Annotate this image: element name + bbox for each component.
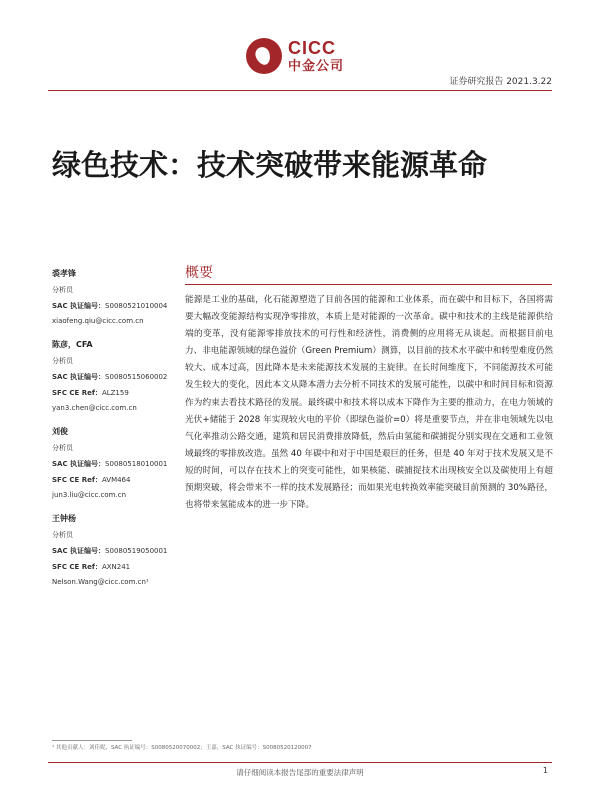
author-name: 陈彦，CFA — [52, 340, 93, 349]
sfc-label: SFC CE Ref： — [52, 389, 102, 397]
sfc-number: ALZ159 — [101, 389, 129, 397]
summary-heading: 概要 — [185, 265, 213, 281]
sac-number: S0080515060002 — [105, 373, 168, 381]
author-role: 分析员 — [52, 444, 73, 452]
page-number: 1 — [542, 766, 548, 775]
author-block — [52, 513, 170, 586]
cicc-logo — [246, 38, 344, 74]
author-role: 分析员 — [52, 286, 73, 294]
author-block — [52, 426, 170, 499]
footnote: ¹ 其他贡献人：刘佳妮，SAC 执证编号：S0080520070002；王嘉，SAC 执证编号：S0080520120007 — [52, 745, 312, 751]
sfc-label: SFC CE Ref： — [52, 563, 102, 571]
sfc-number: AXN241 — [101, 563, 131, 571]
logo-chinese: 中金公司 — [288, 59, 345, 74]
summary-body: 能源是工业的基础，化石能源塑造了目前各国的能源和工业体系，而在碳中和目标下，各国将需要大幅改变能源结构实现净零排放，本质上是对能源的一次革命。碳中和技术的主线是能源供给端的变革，没有能源零排放技术的可行性和经济性，消费侧的应用将无从谈起。而根据目前电力、非电能源领域的绿色溢价（Green Premium）测算，以目前的技术水平碳中和转型难度仍然较大、成本过高，因此降本是未来能源技术发展的主旋律。在长时间维度下，不同能源技术可能发生较大的变化，因此本文从降本潜力去分析不同技术的发展可能性，以碳中和时间目标和资源作为约束去看技术路径的发展。最终碳中和技术将以成本下降作为主要的推动力，在电力领域的光伏+储能于 2028 年实现较火电的平价（即绿色溢价=0）将是重要节点，并在非电领域先以电气化率推动公路交通，建筑和居民消费排放降低，然后由氢能和碳捕捉分别实现在交通和工业领域最终的零排放改造。虽然 40 年碳中和对于中国是艰巨的任务，但是 40 年对于技术发展又是不短的时间，可以存在技术上的突变可能性，如果核能、碳捕捉技术出现核安全以及碳使用上有超预期突破，将会带来不一样的技术发展路径；而如果光电转换效率能突破目前预测的 30%路径，也将带来氢能成本的进一步下降。 — [185, 295, 553, 511]
author-role: 分析员 — [52, 357, 73, 365]
cicc-logo-icon — [246, 38, 282, 74]
author-name: 裘孝锋 — [52, 269, 76, 278]
sac-number: S0080519050001 — [105, 547, 168, 555]
author-email[interactable]: jun3.liu@cicc.com.cn — [52, 491, 126, 499]
author-email[interactable]: Nelson.Wang@cicc.com.cn¹ — [52, 578, 149, 586]
author-name: 刘俊 — [52, 427, 68, 436]
sac-number: S0080521010004 — [105, 302, 168, 310]
author-list — [52, 268, 170, 600]
author-block — [52, 268, 170, 325]
footnote-divider — [52, 740, 132, 741]
author-role: 分析员 — [52, 531, 73, 539]
sac-label: SAC 执证编号： — [52, 460, 106, 468]
header-divider — [48, 90, 552, 91]
sfc-number: AVM464 — [101, 476, 131, 484]
footer-disclaimer: 请仔细阅读本报告尾部的重要法律声明 — [236, 768, 364, 777]
sac-label: SAC 执证编号： — [52, 547, 106, 555]
report-date: 证券研究报告 2021.3.22 — [449, 77, 552, 87]
author-email[interactable]: yan3.chen@cicc.com.cn — [52, 404, 137, 412]
author-name: 王钟杨 — [52, 514, 76, 523]
sac-label: SAC 执证编号： — [52, 302, 106, 310]
author-block — [52, 339, 170, 412]
footer-divider — [48, 762, 552, 763]
sac-label: SAC 执证编号： — [52, 373, 106, 381]
sac-number: S0080518010001 — [105, 460, 168, 468]
author-email[interactable]: xiaofeng.qiu@cicc.com.cn — [52, 317, 144, 325]
summary-divider — [185, 284, 552, 285]
sfc-label: SFC CE Ref： — [52, 476, 102, 484]
report-title: 绿色技术：技术突破带来能源革命 — [52, 148, 488, 182]
logo-english: CICC — [288, 38, 336, 58]
